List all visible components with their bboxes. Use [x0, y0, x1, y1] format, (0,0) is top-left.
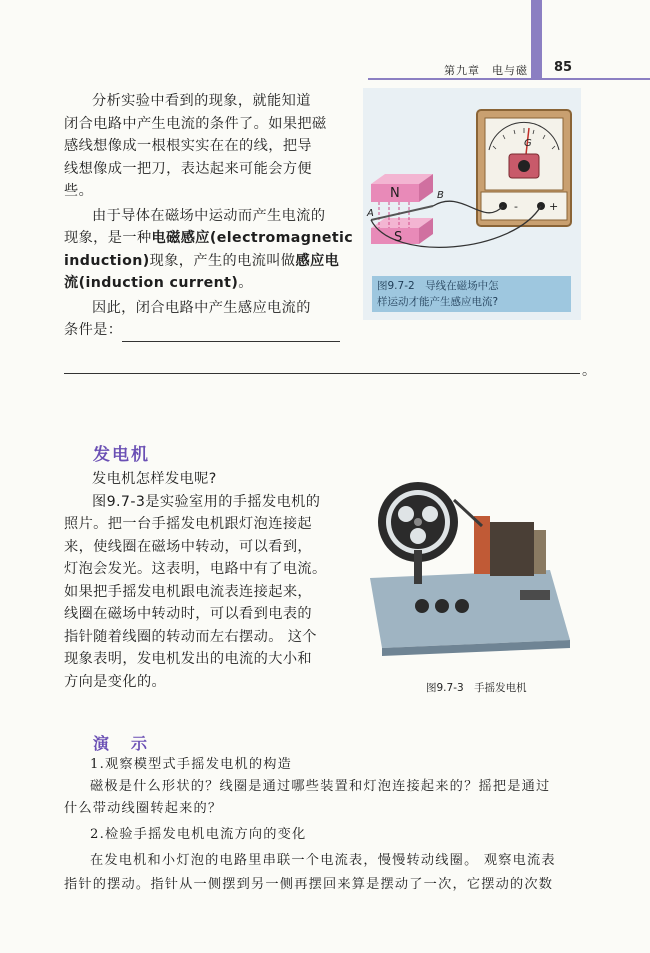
text-line: 现象表明，发电机发出的电流的大小和 [64, 651, 312, 667]
chapter-title: 第九章 电与磁 [444, 64, 528, 77]
demo-content [64, 754, 609, 896]
header-rule [368, 78, 650, 80]
demo-item-title: 1.观察模型式手摇发电机的构造 [90, 757, 293, 772]
section-title: 发电机 [93, 445, 150, 465]
label-minus: - [514, 200, 518, 213]
text-line: 线想像成一把刀，表达起来可能会方便 [64, 160, 312, 177]
text-line: induction)现象，产生的电流叫做感应电 [64, 252, 340, 269]
header-accent-bar [531, 0, 542, 78]
figure-caption: 图9.7-3 手摇发电机 [426, 682, 527, 694]
answer-blank-line[interactable] [64, 373, 580, 374]
generator-photo [370, 470, 585, 670]
text-line: 流(induction current)。 [64, 275, 253, 291]
text-line: 在发电机和小灯泡的电路里串联一个电流表，慢慢转动线圈。 观察电流表 [90, 853, 556, 868]
text-line: 来，使线圈在磁场中转动，可以看到， [64, 538, 312, 555]
end-period: 。 [582, 363, 596, 379]
text-line: 灯泡会发光。这表明，电路中有了电流。 [64, 561, 327, 577]
text-line: 现象，是一种电磁感应(electromagnetic [64, 230, 354, 246]
text-line: 条件是： [64, 319, 354, 342]
intro-paragraph [64, 90, 354, 342]
text-line: 方向是变化的。 [64, 673, 167, 690]
text-line: 由于导体在磁场中运动而产生电流的 [92, 207, 326, 224]
text-line: 分析实验中看到的现象，就能知道 [92, 93, 311, 109]
text-line: 闭合电路中产生电流的条件了。如果把磁 [64, 115, 327, 132]
label-g: G [524, 138, 532, 149]
demo-item-title: 2.检验手摇发电机电流方向的变化 [90, 827, 307, 842]
text-line: 因此，闭合电路中产生感应电流的 [92, 299, 311, 316]
figure-caption: 图9.7-2 导线在磁场中怎 样运动才能产生感应电流? [372, 276, 571, 312]
label-n: N [390, 186, 400, 201]
demo-title: 演 示 [93, 734, 151, 753]
text-line: 些。 [64, 183, 94, 199]
text-line: 照片。把一台手摇发电机跟灯泡连接起 [64, 516, 312, 532]
text-line: 图9.7-3是实验室用的手摇发电机的 [92, 493, 321, 510]
page-number: 85 [554, 60, 573, 75]
term-electromagnetic-induction: 电磁感应(electromagnetic [151, 230, 354, 246]
text-line: 磁极是什么形状的？线圈是通过哪些装置和灯泡连接起来的？摇把是通过 [90, 779, 551, 794]
text-line: 指针的摆动。指针从一侧摆到另一侧再摆回来算是摆动了一次，它摆动的次数 [64, 877, 554, 892]
text-line: 如果把手摇发电机跟电流表连接起来， [64, 583, 312, 600]
label-s: S [394, 230, 403, 245]
text-line: 感线想像成一根根实实在在的线，把导 [64, 138, 312, 154]
label-b: B [437, 190, 444, 201]
term-induced-current: 感应电 [295, 252, 340, 269]
section-paragraph [64, 468, 364, 693]
text-line: 线圈在磁场中转动时，可以看到电表的 [64, 606, 312, 622]
text-line: 指针随着线圈的转动而左右摆动。 这个 [64, 628, 317, 645]
label-a: A [367, 208, 374, 219]
text-line: 发电机怎样发电呢? [92, 471, 217, 487]
text-line: 什么带动线圈转起来的？ [64, 801, 223, 816]
label-plus: + [549, 200, 559, 213]
answer-blank[interactable] [122, 327, 340, 342]
